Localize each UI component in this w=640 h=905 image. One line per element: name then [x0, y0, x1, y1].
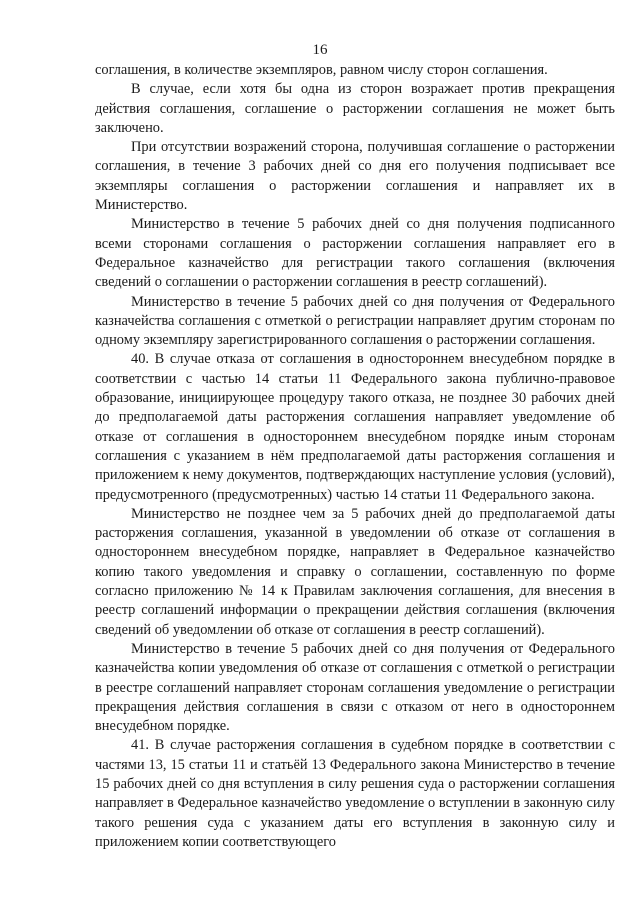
paragraph: В случае, если хотя бы одна из сторон возражает против прекращения действия соглашения, соглашение о расторжении соглашения не может быть заключено.: [95, 81, 615, 136]
paragraph: При отсутствии возражений сторона, получившая соглашение о расторжении соглашения, в течение 3 рабочих дней со дня его получения подписывает все экземпляры соглашения о расторжении соглашения и направляет их в Министерство.: [95, 139, 615, 214]
paragraph-clause-41: 41. В случае расторжения соглашения в судебном порядке в соответствии с частями 13, 15 статьи 11 и статьёй 13 Федерального закона Министерство в течение 15 рабочих дней со дня вступления в силу решения суда о расторжении соглашения направляет в Федеральное казначейство уведомление о вступлении в законную силу такого решения суда с указанием даты его вступления в законную силу и приложением копии соответствующего: [95, 737, 615, 850]
document-body: [95, 61, 615, 852]
paragraph: Министерство в течение 5 рабочих дней со дня получения от Федерального казначейства соглашения с отметкой о регистрации направляет другим сторонам по одному экземпляру зарегистрированного соглашения о расторжении соглашения.: [95, 293, 615, 349]
paragraph: Министерство в течение 5 рабочих дней со дня получения от Федерального казначейства копии уведомления об отказе от соглашения с отметкой о регистрации в реестре соглашений направляет сторонам соглашения уведомление о регистрации прекращения действия соглашения в связи с отказом от него в одностороннем внесудебном порядке.: [95, 640, 615, 735]
page-number: 16: [312, 42, 328, 58]
paragraph-continuation: соглашения, в количестве экземпляров, равном числу сторон соглашения.: [95, 62, 548, 78]
paragraph: Министерство в течение 5 рабочих дней со дня получения подписанного всеми сторонами соглашения о расторжении соглашения направляет его в Федеральное казначейство для регистрации такого соглашения (включения сведений о соглашении о расторжении соглашения в реестр соглашений).: [95, 216, 615, 291]
paragraph-clause-40: 40. В случае отказа от соглашения в одностороннем внесудебном порядке в соответствии с частью 14 статьи 11 Федерального закона публично-правовое образование, инициирующее процедуру такого отказа, не позднее 30 рабочих дней до предполагаемой даты расторжения соглашения направляет уведомление об отказе от соглашения в одностороннем внесудебном порядке иным сторонам соглашения с указанием в нём предполагаемой даты расторжения соглашения и приложением к нему документов, подтверждающих наступление условия (условий), предусмотренного (предусмотренных) частью 14 статьи 11 Федерального закона.: [95, 351, 615, 503]
paragraph: Министерство не позднее чем за 5 рабочих дней до предполагаемой даты расторжения соглашения, указанной в уведомлении об отказе от соглашения в одностороннем внесудебном порядке, направляет в Федеральное казначейство копию такого уведомления и справку о соглашении, составленную по форме согласно приложению № 14 к Правилам заключения соглашения, для внесения в реестр соглашений информации о прекращении действия соглашения (включения сведений об уведомлении об отказе от соглашения в реестр соглашений).: [95, 505, 615, 638]
